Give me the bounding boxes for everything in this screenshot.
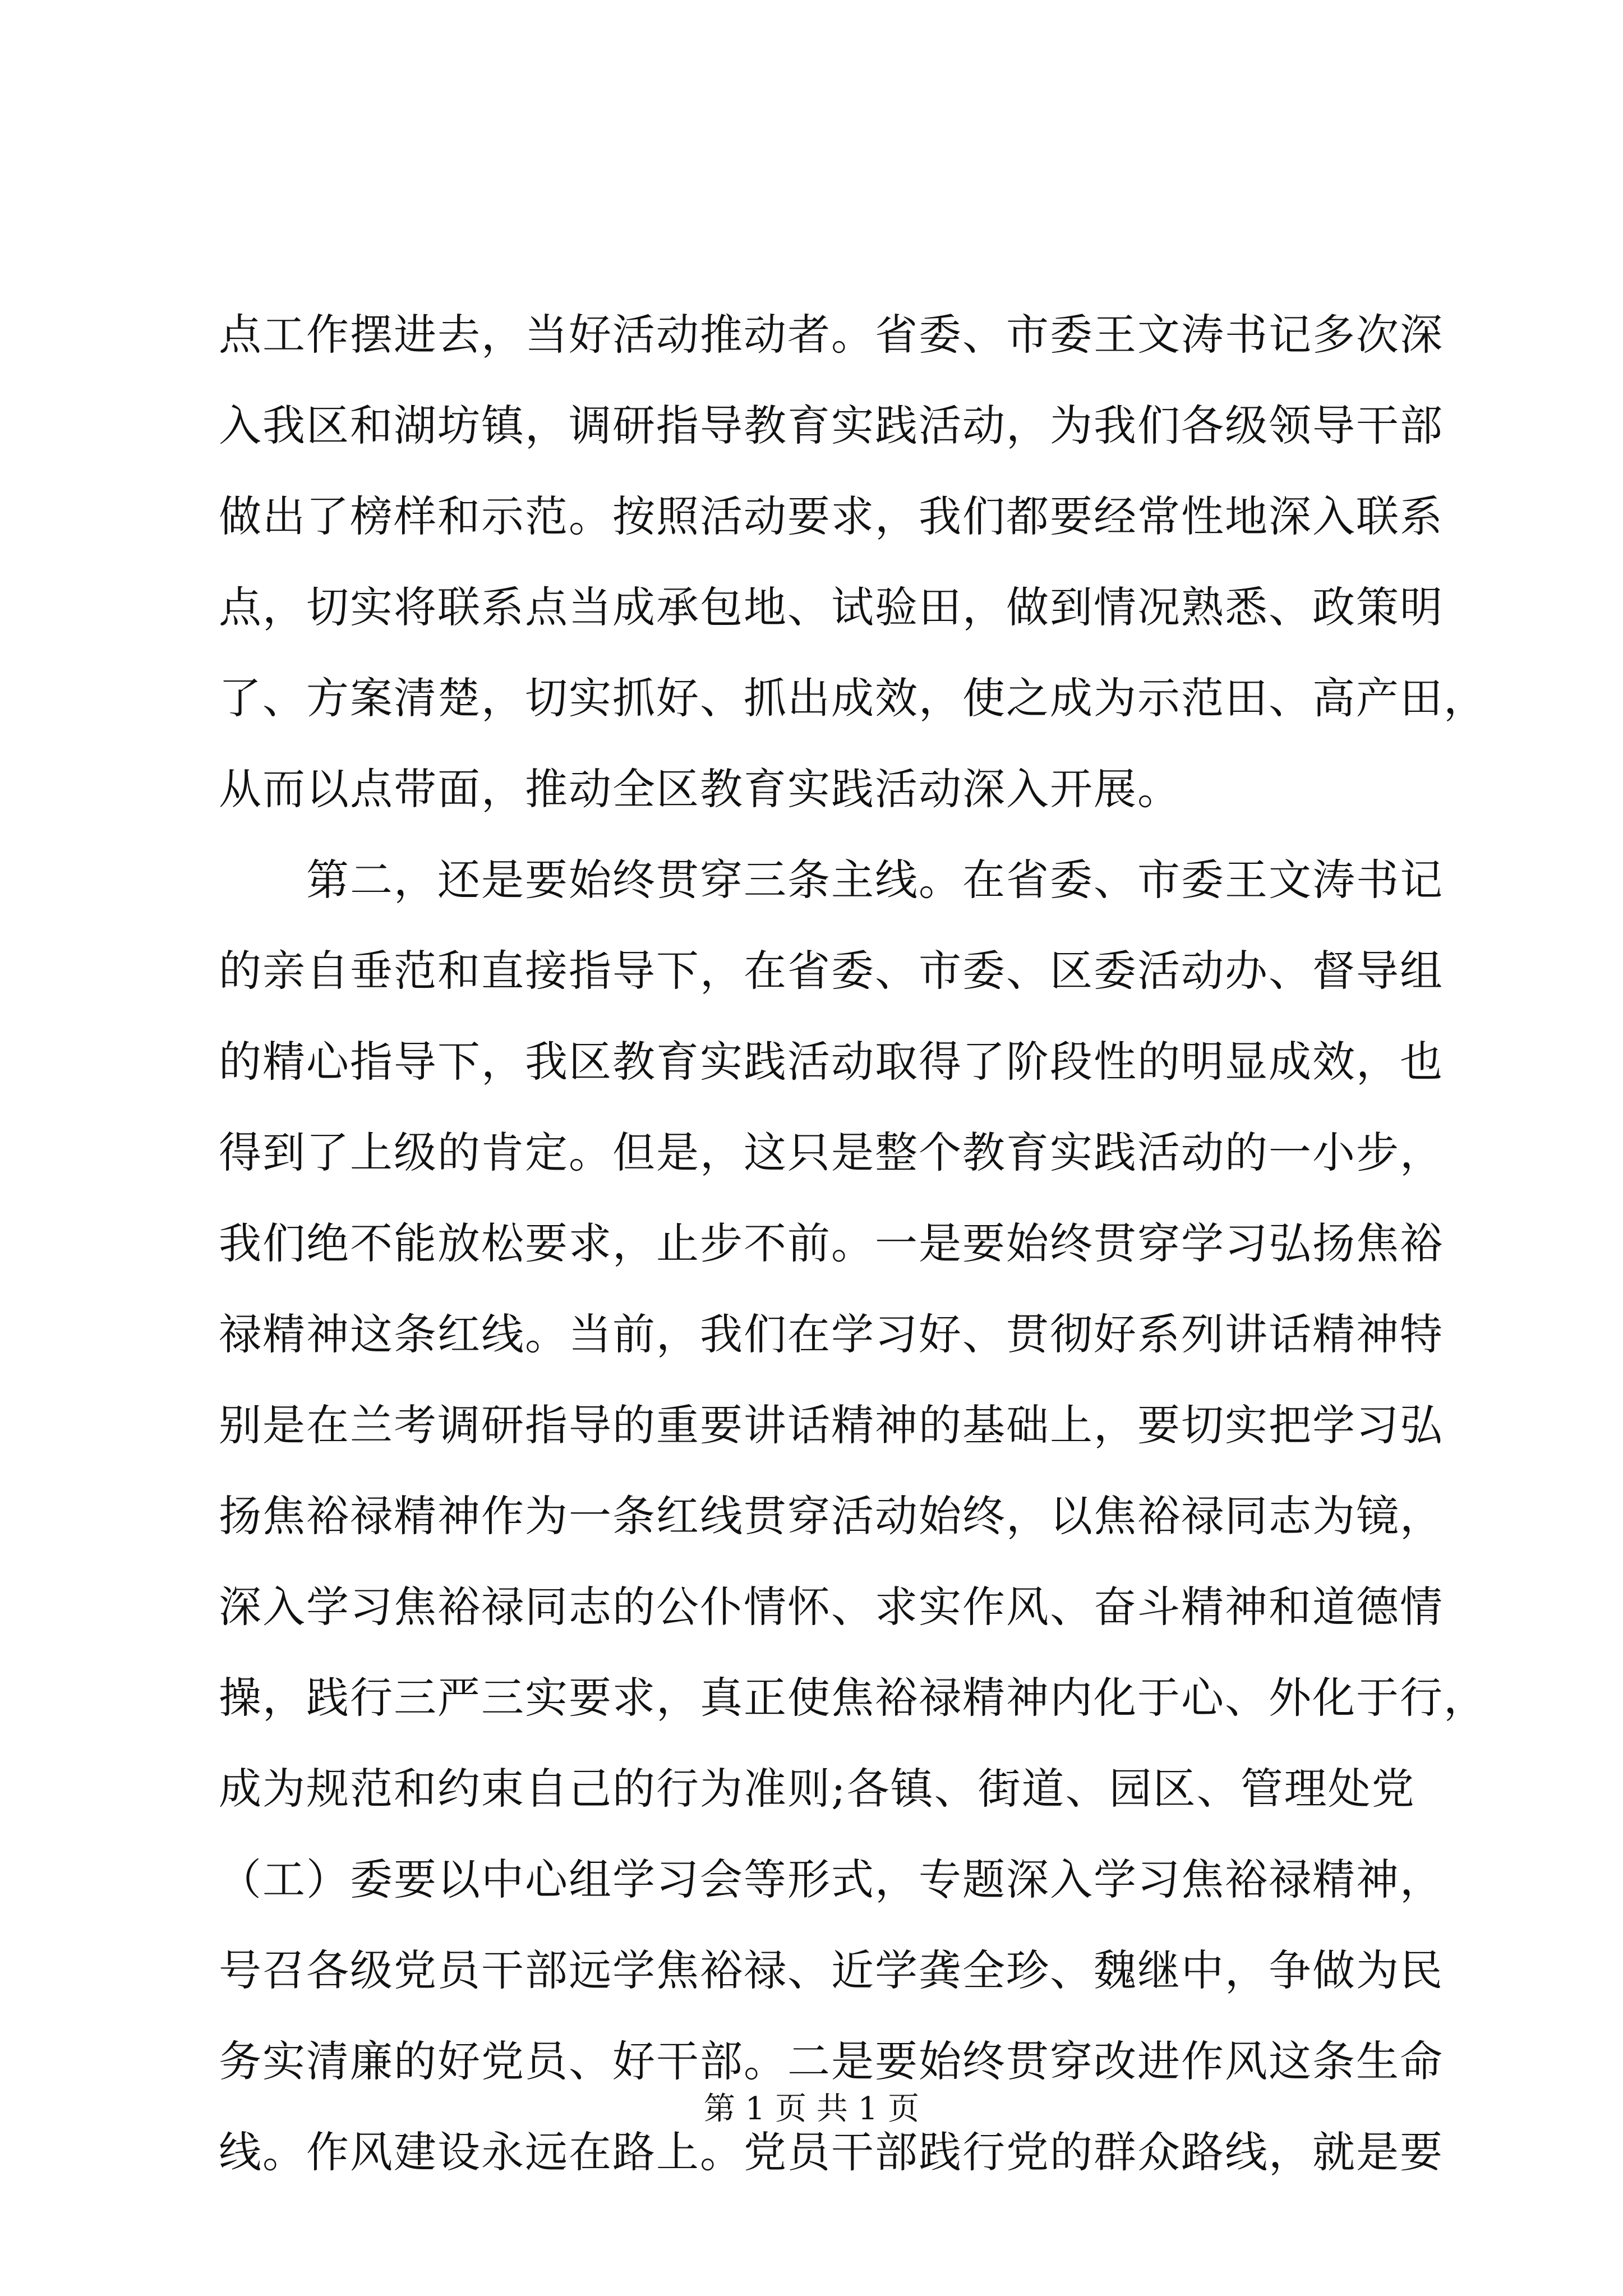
text-line: 深入学习焦裕禄同志的公仆情怀、求实作风、奋斗精神和道德情 <box>219 1582 1444 1632</box>
text-line: 的亲自垂范和直接指导下，在省委、市委、区委活动办、督导组 <box>219 946 1444 996</box>
text-line: 第二，还是要始终贯穿三条主线。在省委、市委王文涛书记 <box>219 855 1444 905</box>
body-text <box>219 289 1487 2198</box>
text-line: 了、方案清楚，切实抓好、抓出成效，使之成为示范田、高产田， <box>219 673 1487 723</box>
text-line: 得到了上级的肯定。但是，这只是整个教育实践活动的一小步， <box>219 1128 1444 1177</box>
text-line: 我们绝不能放松要求，止步不前。一是要始终贯穿学习弘扬焦裕 <box>219 1218 1444 1268</box>
text-line: 扬焦裕禄精神作为一条红线贯穿活动始终，以焦裕禄同志为镜， <box>219 1491 1444 1541</box>
text-line: 点工作摆进去，当好活动推动者。省委、市委王文涛书记多次深 <box>219 310 1444 360</box>
text-line: 成为规范和约束自己的行为准则;各镇、街道、园区、管理处党 <box>219 1764 1415 1814</box>
text-line: 做出了榜样和示范。按照活动要求，我们都要经常性地深入联系 <box>219 491 1444 541</box>
text-line: 操，践行三严三实要求，真正使焦裕禄精神内化于心、外化于行， <box>219 1673 1487 1723</box>
text-line: 线。作风建设永远在路上。党员干部践行党的群众路线，就是要 <box>219 2127 1444 2177</box>
text-line: 的精心指导下，我区教育实践活动取得了阶段性的明显成效，也 <box>219 1037 1444 1087</box>
text-line: （工）委要以中心组学习会等形式，专题深入学习焦裕禄精神， <box>219 1855 1444 1904</box>
page-footer <box>0 2084 1623 2129</box>
text-line: 号召各级党员干部远学焦裕禄、近学龚全珍、魏继中，争做为民 <box>219 1945 1444 1995</box>
text-line: 点，切实将联系点当成承包地、试验田，做到情况熟悉、政策明 <box>219 582 1444 632</box>
text-line: 从而以点带面，推动全区教育实践活动深入开展。 <box>219 764 1181 814</box>
page-number-label: 第 1 页 共 1 页 <box>703 2091 920 2127</box>
text-line: 别是在兰考调研指导的重要讲话精神的基础上，要切实把学习弘 <box>219 1400 1444 1450</box>
text-line: 禄精神这条红线。当前，我们在学习好、贯彻好系列讲话精神特 <box>219 1309 1444 1359</box>
text-line: 入我区和湖坊镇，调研指导教育实践活动，为我们各级领导干部 <box>219 401 1444 450</box>
text-line: 务实清廉的好党员、好干部。二是要始终贯穿改进作风这条生命 <box>219 2036 1444 2086</box>
